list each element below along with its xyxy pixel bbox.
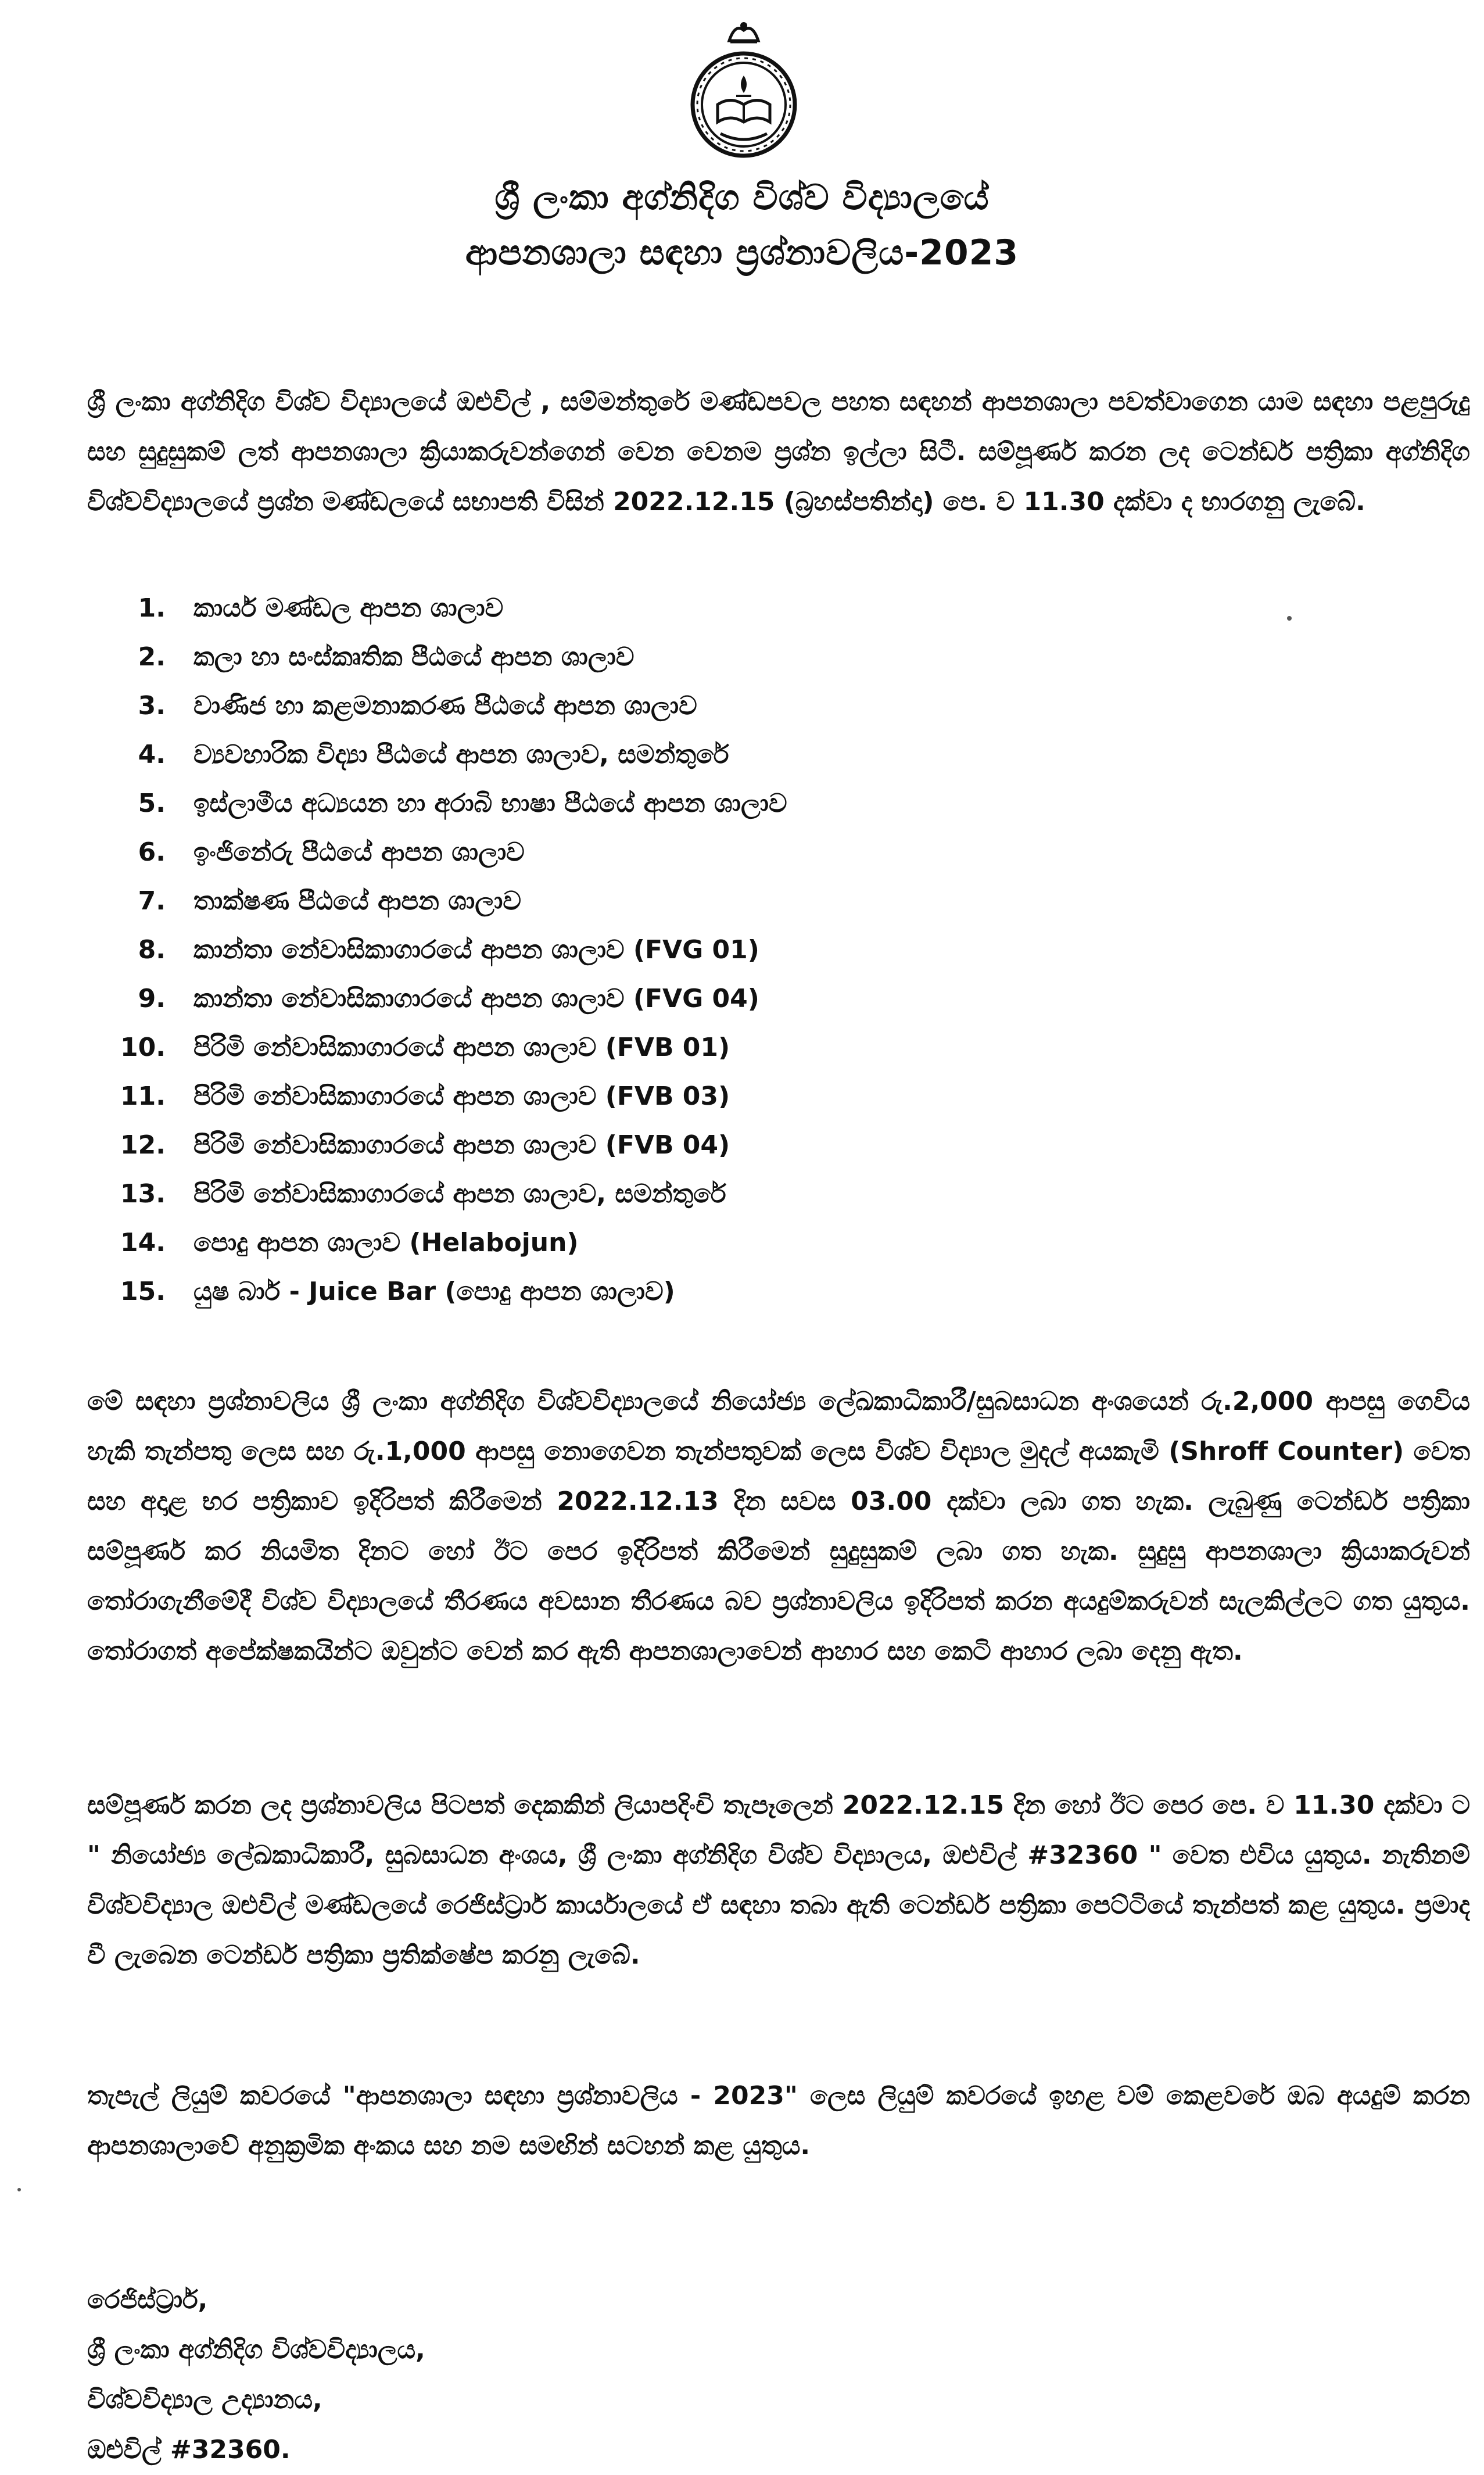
page-title: ශ්‍රී ලංකා අග්නිදිග විශ්ව විද්‍යාලයේ <box>494 177 990 218</box>
list-item-number: 13. <box>120 1179 166 1209</box>
list-item <box>116 828 787 877</box>
purchase-paragraph <box>87 1377 1470 1677</box>
list-item-number: 12. <box>120 1130 166 1160</box>
list-item-label: තාක්ෂණ පීඨයේ ආපන ශාලාව <box>193 886 521 916</box>
list-item-label: ව්‍යවහාරික විද්‍යා පීඨයේ ආපන ශාලාව, සමන්තුරේ <box>193 740 729 769</box>
list-item-number: 11. <box>120 1081 166 1111</box>
list-item-label: ඉස්ලාමීය අධ්‍යයන හා අරාබි භාෂා පීඨයේ ආපන ශාලාව <box>193 789 787 818</box>
list-item <box>116 1170 787 1219</box>
list-item-number: 7. <box>138 886 166 916</box>
list-item <box>116 779 787 828</box>
envelope-paragraph: තැපැල් ලියුම් කවරයේ "ආපනශාලා සඳහා ප්‍රශ්නාවලිය - 2023" ලෙස ලියුම් කවරයේ ඉහළ වම් කෙළවරේ ඔබ අයදුම් කරන ආපනශාලාවේ අනුක්‍රමික අංකය සහ නම සමඟින් සටහන් කළ යුතුය. <box>87 2081 1470 2161</box>
canteen-list <box>116 584 787 1316</box>
list-item-number: 15. <box>120 1277 166 1306</box>
list-item-label: වාණිජ හා කළමනාකරණ පීඨයේ ආපන ශාලාව <box>193 691 697 721</box>
list-item <box>116 1219 787 1267</box>
list-item <box>116 926 787 975</box>
scan-speck <box>1287 616 1292 621</box>
list-item <box>116 1121 787 1170</box>
list-item <box>116 975 787 1023</box>
signature-address: ඔළුවිල් #32360. <box>87 2435 291 2465</box>
list-item-number: 6. <box>138 837 166 867</box>
list-item-number: 4. <box>138 740 166 769</box>
intro-paragraph: ශ්‍රී ලංකා අග්නිදිග විශ්ව විද්‍යාලයේ ඔළුවිල් , සම්මන්තුරේ මණ්ඩපවල පහත සඳහන් ආපනශාලා පවත්වාගෙන යාම සඳහා පළපුරුදු සහ සුදුසුකම් ලත් ආපනශාලා ක්‍රියාකරුවන්ගෙන් වෙන වෙනම ප්‍රශ්න ඉල්ලා සිටී. සම්පූර්ණ කරන ලද ටෙන්ඩර් පත්‍රිකා අග්නිදිග විශ්වවිද්‍යාලයේ ප්‍රශ්න මණ්ඩලයේ සභාපති විසින් 2022.12.15 (බ්‍රහස්පතින්දා) පෙ. ව 11.30 දක්වා ද භාරගනු ලැබේ. <box>87 387 1470 517</box>
list-item-number: 3. <box>138 691 166 721</box>
list-item <box>116 730 787 779</box>
list-item <box>116 1072 787 1121</box>
list-item-number: 2. <box>138 642 166 672</box>
list-item-number: 10. <box>120 1033 166 1062</box>
signature-university: ශ්‍රී ලංකා අග්නිදිග විශ්වවිද්‍යාලය, <box>87 2335 425 2365</box>
list-item-label: කාන්තා නේවාසිකාගාරයේ ආපන ශාලාව (FVG 01) <box>193 935 759 965</box>
list-item-number: 14. <box>120 1228 166 1258</box>
list-item-label: කාර්ය මණ්ඩල ආපන ශාලාව <box>193 593 504 623</box>
list-item-number: 8. <box>138 935 166 965</box>
signature-title: රෙජිස්ට්‍රාර්, <box>87 2285 208 2315</box>
list-item-label: කාන්තා නේවාසිකාගාරයේ ආපන ශාලාව (FVG 04) <box>193 984 759 1013</box>
list-item-number: 5. <box>138 789 166 818</box>
list-item <box>116 682 787 730</box>
list-item-label: පොදු ආපන ශාලාව (Helabojun) <box>193 1228 579 1258</box>
list-item-label: ඉංජිනේරු පීඨයේ ආපන ශාලාව <box>193 837 525 867</box>
signature-block <box>87 2275 425 2475</box>
list-item-label: පිරිමි නේවාසිකාගාරයේ ආපන ශාලාව (FVB 01) <box>193 1033 730 1062</box>
list-item-label: කලා හා සංස්කෘතික පීඨයේ ආපන ශාලාව <box>193 642 635 672</box>
list-item-number: 1. <box>138 593 166 623</box>
university-emblem-icon <box>689 17 799 163</box>
list-item <box>116 877 787 926</box>
list-item-number: 9. <box>138 984 166 1013</box>
list-item <box>116 633 787 682</box>
list-item-label: යුෂ බාර් - Juice Bar (පොදු ආපන ශාලාව) <box>193 1277 675 1306</box>
shroff-counter-label: (Shroff Counter) <box>1168 1437 1404 1466</box>
list-item-label: පිරිමි නේවාසිකාගාරයේ ආපන ශාලාව (FVB 03) <box>193 1081 730 1111</box>
list-item-label: පිරිමි නේවාසිකාගාරයේ ආපන ශාලාව (FVB 04) <box>193 1130 730 1160</box>
submission-paragraph: සම්පූර්ණ කරන ලද ප්‍රශ්නාවලිය පිටපත් දෙකකින් ලියාපදිංචි තැපෑලෙන් 2022.12.15 දින හෝ ඊට පෙර පෙ. ව 11.30 දක්වා ට " නියෝජ්‍ය ලේඛකාධිකාරී, සුබසාධන අංශය, ශ්‍රී ලංකා අග්නිදිග විශ්ව විද්‍යාලය, ඔළුවිල් #32360 " වෙත එවිය යුතුය. නැතිනම් විශ්වවිද්‍යාල ඔළුවිල් මණ්ඩලයේ රෙජිස්ට්‍රාර් කාර්යාලයේ ඒ සඳහා තබා ඇති ටෙන්ඩර් පත්‍රිකා පෙට්ටියේ තැන්පත් කළ යුතුය. ප්‍රමාද වී ලැබෙන ටෙන්ඩර් පත්‍රිකා ප්‍රතික්ෂේප කරනු ලැබේ. <box>87 1790 1470 1970</box>
purchase-text-before: මේ සඳහා ප්‍රශ්නාවලිය ශ්‍රී ලංකා අග්නිදිග විශ්වවිද්‍යාලයේ නියෝජ්‍ය ලේඛකාධිකාරී/සුබසාධන අංශයෙන් රු.2,000 ආපසු ගෙවිය හැකි තැන්පතු ලෙස සහ රු.1,000 ආපසු නොගෙවන තැන්පතුවක් ලෙස විශ්ව විද්‍යාල මුදල් අයකැමි <box>87 1387 1470 1466</box>
list-item-label: පිරිමි නේවාසිකාගාරයේ ආපන ශාලාව, සමන්තුරේ <box>193 1179 726 1209</box>
scan-speck <box>17 2188 21 2191</box>
list-item <box>116 1023 787 1072</box>
signature-park: විශ්වවිද්‍යාල උද්‍යානය, <box>87 2385 322 2415</box>
list-item <box>116 584 787 633</box>
list-item <box>116 1267 787 1316</box>
purchase-text-after: වෙත සහ අදාළ භර පත්‍රිකාව ඉදිරිපත් කිරීමෙන් 2022.12.13 දින සවස 03.00 දක්වා ලබා ගත හැක. ලැබුණු ටෙන්ඩර් පත්‍රිකා සම්පූර්ණ කර නියමිත දිනට හෝ ඊට පෙර ඉදිරිපත් කිරීමෙන් සුදුසුකම් ලබා ගත හැක. සුදුසු ආපනශාලා ක්‍රියාකරුවන් තෝරාගැනීමේදී විශ්ව විද්‍යාලයේ තීරණය අවසාන තීරණය බව ප්‍රශ්නාවලිය ඉදිරිපත් කරන අයදුම්කරුවන් සැලකිල්ලට ගත යුතුය. තෝරාගත් අපේක්ෂකයින්ට ඔවුන්ට වෙන් කර ඇති ආපනශාලාවෙන් ආහාර සහ කෙටි ආහාර ලබා දෙනු ඇත. <box>87 1437 1470 1666</box>
page-subtitle: ආපනශාලා සඳහා ප්‍රශ්නාවලිය-2023 <box>465 232 1019 273</box>
